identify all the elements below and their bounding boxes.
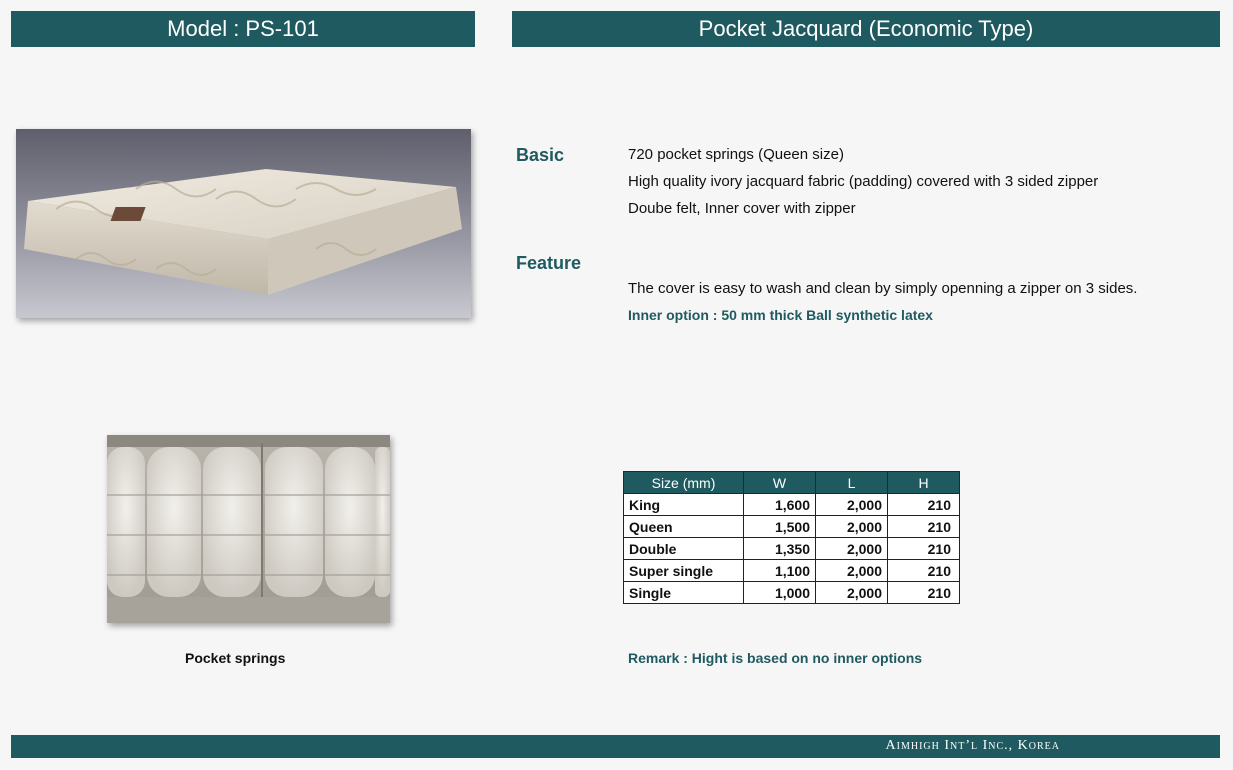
table-cell: 210 — [888, 494, 960, 516]
table-cell: 2,000 — [816, 538, 888, 560]
mattress-image — [16, 129, 471, 318]
feature-label: Feature — [516, 253, 582, 273]
table-row — [624, 538, 960, 560]
table-cell: King — [624, 494, 744, 516]
table-header-cell: H — [888, 472, 960, 494]
table-header-cell: L — [816, 472, 888, 494]
size-table — [623, 471, 960, 604]
table-cell: Single — [624, 582, 744, 604]
model-header — [11, 11, 475, 47]
table-cell: 2,000 — [816, 516, 888, 538]
product-title: Pocket Jacquard (Economic Type) — [698, 16, 1034, 41]
table-cell: 1,600 — [744, 494, 816, 516]
table-header-cell: W — [744, 472, 816, 494]
feature-line: The cover is easy to wash and clean by simply openning a zipper on 3 sides. — [628, 280, 1138, 297]
footer-bar — [11, 735, 1220, 758]
inner-option-line: Inner option : 50 mm thick Ball synthetic latex — [628, 307, 933, 323]
table-cell: 210 — [888, 582, 960, 604]
table-cell: 1,000 — [744, 582, 816, 604]
springs-caption: Pocket springs — [185, 650, 286, 666]
table-cell: 2,000 — [816, 494, 888, 516]
table-row — [624, 560, 960, 582]
table-row — [624, 582, 960, 604]
pocket-springs-image — [107, 435, 390, 623]
table-cell: 210 — [888, 516, 960, 538]
remark-text: Remark : Hight is based on no inner options — [628, 650, 923, 666]
table-cell: 210 — [888, 538, 960, 560]
company-name: Aimhigh Int’l Inc., Korea — [885, 738, 1060, 753]
table-row — [624, 494, 960, 516]
table-row — [624, 516, 960, 538]
table-header-row — [624, 472, 960, 494]
table-cell: Super single — [624, 560, 744, 582]
table-cell: 210 — [888, 560, 960, 582]
basic-line: 720 pocket springs (Queen size) — [628, 146, 844, 163]
table-cell: Double — [624, 538, 744, 560]
table-cell: 2,000 — [816, 560, 888, 582]
table-cell: 1,100 — [744, 560, 816, 582]
basic-label: Basic — [516, 145, 565, 165]
basic-line: High quality ivory jacquard fabric (padding) covered with 3 sided zipper — [628, 173, 1099, 190]
model-title: Model : PS-101 — [167, 16, 319, 41]
table-cell: 1,500 — [744, 516, 816, 538]
product-header — [512, 11, 1220, 47]
table-cell: Queen — [624, 516, 744, 538]
table-header-cell: Size (mm) — [624, 472, 744, 494]
table-cell: 2,000 — [816, 582, 888, 604]
basic-line: Doube felt, Inner cover with zipper — [628, 200, 856, 217]
table-cell: 1,350 — [744, 538, 816, 560]
